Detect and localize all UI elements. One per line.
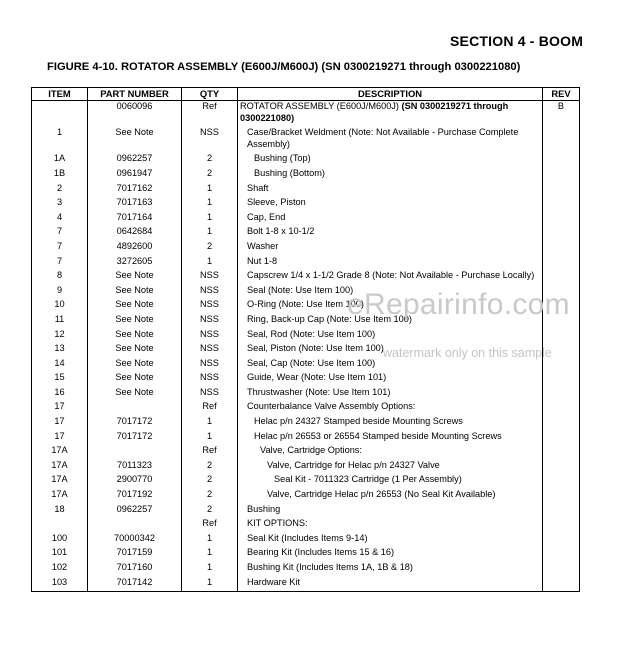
cell-rev bbox=[543, 168, 580, 183]
cell-item: 102 bbox=[32, 562, 88, 577]
cell-qty: NSS bbox=[182, 314, 238, 329]
description-text: Helac p/n 26553 or 26554 Stamped beside Mounting Screws bbox=[254, 430, 502, 441]
cell-description bbox=[238, 562, 543, 577]
description-text: Washer bbox=[247, 240, 279, 251]
cell-rev bbox=[543, 489, 580, 504]
cell-rev bbox=[543, 504, 580, 519]
table-row bbox=[32, 101, 580, 128]
cell-rev bbox=[543, 387, 580, 402]
cell-item: 7 bbox=[32, 256, 88, 271]
cell-item: 103 bbox=[32, 577, 88, 592]
cell-description bbox=[238, 299, 543, 314]
cell-description bbox=[238, 547, 543, 562]
cell-rev bbox=[543, 285, 580, 300]
cell-qty: 2 bbox=[182, 474, 238, 489]
table-row bbox=[32, 489, 580, 504]
cell-rev bbox=[543, 270, 580, 285]
table-row bbox=[32, 518, 580, 533]
cell-rev bbox=[543, 241, 580, 256]
cell-description bbox=[238, 416, 543, 431]
cell-item: 16 bbox=[32, 387, 88, 402]
cell-description bbox=[238, 168, 543, 183]
cell-qty: 1 bbox=[182, 577, 238, 592]
cell-rev bbox=[543, 547, 580, 562]
cell-description bbox=[238, 241, 543, 256]
table-row bbox=[32, 562, 580, 577]
cell-part-number: See Note bbox=[88, 285, 182, 300]
cell-description bbox=[238, 460, 543, 475]
cell-part-number bbox=[88, 401, 182, 416]
cell-rev bbox=[543, 256, 580, 271]
cell-description bbox=[238, 183, 543, 198]
cell-rev bbox=[543, 226, 580, 241]
cell-item: 101 bbox=[32, 547, 88, 562]
cell-rev bbox=[543, 358, 580, 373]
cell-rev bbox=[543, 127, 580, 153]
cell-part-number: 7017192 bbox=[88, 489, 182, 504]
cell-item: 3 bbox=[32, 197, 88, 212]
cell-part-number: 0642684 bbox=[88, 226, 182, 241]
cell-part-number: 0962257 bbox=[88, 504, 182, 519]
parts-table bbox=[31, 87, 580, 592]
cell-description bbox=[238, 533, 543, 548]
table-row bbox=[32, 314, 580, 329]
cell-part-number: See Note bbox=[88, 343, 182, 358]
table-row bbox=[32, 387, 580, 402]
description-text: O-Ring (Note: Use Item 100) bbox=[247, 299, 364, 310]
description-text: Seal, Piston (Note: Use Item 100) bbox=[247, 343, 384, 354]
description-text: Bushing Kit (Includes Items 1A, 1B & 18) bbox=[247, 562, 413, 572]
cell-description bbox=[238, 358, 543, 373]
cell-part-number: 7017164 bbox=[88, 212, 182, 227]
cell-rev bbox=[543, 183, 580, 198]
cell-item: 18 bbox=[32, 504, 88, 519]
cell-qty: 2 bbox=[182, 153, 238, 168]
figure-title: FIGURE 4-10. ROTATOR ASSEMBLY (E600J/M600J) (SN 0300219271 through 0300221080) bbox=[47, 61, 521, 73]
cell-qty: 1 bbox=[182, 256, 238, 271]
cell-description bbox=[238, 101, 543, 128]
cell-part-number: 7017172 bbox=[88, 416, 182, 431]
cell-rev bbox=[543, 474, 580, 489]
description-text: Bearing Kit (Includes Items 15 & 16) bbox=[247, 547, 395, 558]
watermark-subtext: watermark only on this sample bbox=[383, 346, 552, 360]
table-row bbox=[32, 416, 580, 431]
cell-part-number: 4892600 bbox=[88, 241, 182, 256]
cell-qty: 1 bbox=[182, 212, 238, 227]
cell-rev: B bbox=[543, 101, 580, 128]
cell-rev bbox=[543, 401, 580, 416]
table-row bbox=[32, 127, 580, 153]
section-title: SECTION 4 - BOOM bbox=[450, 33, 584, 49]
cell-rev bbox=[543, 343, 580, 358]
cell-qty: 1 bbox=[182, 431, 238, 446]
table-row bbox=[32, 183, 580, 198]
cell-description bbox=[238, 226, 543, 241]
description-text: Shaft bbox=[247, 182, 269, 193]
cell-part-number: 0961947 bbox=[88, 168, 182, 183]
description-text: Seal (Note: Use Item 100) bbox=[247, 284, 354, 295]
table-row bbox=[32, 256, 580, 271]
cell-part-number: See Note bbox=[88, 299, 182, 314]
cell-item bbox=[32, 101, 88, 128]
cell-part-number: See Note bbox=[88, 358, 182, 373]
table-row bbox=[32, 445, 580, 460]
cell-item: 11 bbox=[32, 314, 88, 329]
cell-qty: 2 bbox=[182, 460, 238, 475]
cell-description bbox=[238, 518, 543, 533]
cell-rev bbox=[543, 533, 580, 548]
table-row bbox=[32, 329, 580, 344]
cell-item: 17 bbox=[32, 401, 88, 416]
table-row bbox=[32, 460, 580, 475]
cell-item: 17 bbox=[32, 431, 88, 446]
cell-qty: NSS bbox=[182, 372, 238, 387]
description-text: Bolt 1-8 x 10-1/2 bbox=[247, 226, 315, 237]
cell-qty: NSS bbox=[182, 343, 238, 358]
cell-qty: NSS bbox=[182, 127, 238, 153]
cell-item: 1 bbox=[32, 127, 88, 153]
description-text: Guide, Wear (Note: Use Item 101) bbox=[247, 372, 387, 383]
description-text: Helac p/n 24327 Stamped beside Mounting Screws bbox=[254, 416, 463, 427]
cell-rev bbox=[543, 460, 580, 475]
cell-description bbox=[238, 153, 543, 168]
cell-part-number: 2900770 bbox=[88, 474, 182, 489]
cell-part-number bbox=[88, 518, 182, 533]
cell-qty: Ref bbox=[182, 101, 238, 128]
col-header-item: ITEM bbox=[32, 88, 88, 101]
cell-qty: NSS bbox=[182, 358, 238, 373]
cell-item: 15 bbox=[32, 372, 88, 387]
cell-description bbox=[238, 504, 543, 519]
cell-description bbox=[238, 314, 543, 329]
cell-qty: Ref bbox=[182, 401, 238, 416]
table-row bbox=[32, 270, 580, 285]
cell-qty: 2 bbox=[182, 504, 238, 519]
cell-item bbox=[32, 518, 88, 533]
description-text: Bushing (Top) bbox=[254, 153, 311, 164]
col-header-description: DESCRIPTION bbox=[238, 88, 543, 101]
cell-qty: 1 bbox=[182, 197, 238, 212]
description-text: Seal Kit (Includes Items 9-14) bbox=[247, 532, 368, 543]
description-text: Capscrew 1/4 x 1-1/2 Grade 8 (Note: Not Available - Purchase Locally) bbox=[247, 270, 535, 281]
table-row bbox=[32, 241, 580, 256]
cell-description bbox=[238, 387, 543, 402]
description-text: Counterbalance Valve Assembly Options: bbox=[247, 401, 416, 412]
cell-rev bbox=[543, 197, 580, 212]
table-header-row bbox=[32, 88, 580, 101]
cell-rev bbox=[543, 299, 580, 314]
cell-description bbox=[238, 431, 543, 446]
cell-part-number: 7017172 bbox=[88, 431, 182, 446]
table-row bbox=[32, 504, 580, 519]
col-header-qty: QTY bbox=[182, 88, 238, 101]
cell-rev bbox=[543, 431, 580, 446]
cell-part-number: 7017162 bbox=[88, 183, 182, 198]
cell-item: 9 bbox=[32, 285, 88, 300]
cell-description bbox=[238, 445, 543, 460]
table-row bbox=[32, 358, 580, 373]
cell-description bbox=[238, 285, 543, 300]
cell-qty: NSS bbox=[182, 329, 238, 344]
cell-part-number: 7017163 bbox=[88, 197, 182, 212]
cell-item: 17A bbox=[32, 474, 88, 489]
col-header-part-number: PART NUMBER bbox=[88, 88, 182, 101]
table-row bbox=[32, 299, 580, 314]
serial-range-text: (SN 0300219271 through 0300221080) bbox=[240, 101, 509, 123]
table-row bbox=[32, 577, 580, 592]
cell-item: 17A bbox=[32, 460, 88, 475]
cell-qty: NSS bbox=[182, 285, 238, 300]
table-row bbox=[32, 474, 580, 489]
cell-part-number: 7017159 bbox=[88, 547, 182, 562]
cell-part-number: See Note bbox=[88, 270, 182, 285]
description-text: Hardware Kit bbox=[247, 576, 301, 587]
cell-part-number: 0962257 bbox=[88, 153, 182, 168]
cell-part-number: See Note bbox=[88, 372, 182, 387]
cell-part-number: See Note bbox=[88, 329, 182, 344]
description-text: Sleeve, Piston bbox=[247, 197, 306, 208]
cell-item: 4 bbox=[32, 212, 88, 227]
description-text: ROTATOR ASSEMBLY (E600J/M600J) bbox=[240, 101, 402, 111]
cell-qty: 1 bbox=[182, 533, 238, 548]
cell-item: 12 bbox=[32, 329, 88, 344]
cell-item: 1B bbox=[32, 168, 88, 183]
col-header-rev: REV bbox=[543, 88, 580, 101]
cell-item: 17A bbox=[32, 445, 88, 460]
cell-description bbox=[238, 197, 543, 212]
cell-part-number: 0060096 bbox=[88, 101, 182, 128]
cell-rev bbox=[543, 518, 580, 533]
cell-item: 10 bbox=[32, 299, 88, 314]
description-text: Seal Kit - 7011323 Cartridge (1 Per Assembly) bbox=[274, 474, 462, 485]
description-text: Valve, Cartridge for Helac p/n 24327 Valve bbox=[267, 459, 440, 470]
cell-description bbox=[238, 212, 543, 227]
cell-item: 7 bbox=[32, 226, 88, 241]
description-text: Valve, Cartridge Helac p/n 26553 (No Seal Kit Available) bbox=[267, 489, 496, 500]
cell-part-number: 70000342 bbox=[88, 533, 182, 548]
table-row bbox=[32, 372, 580, 387]
table-row bbox=[32, 197, 580, 212]
cell-item: 1A bbox=[32, 153, 88, 168]
cell-item: 13 bbox=[32, 343, 88, 358]
description-text: Bushing bbox=[247, 503, 281, 514]
description-text: Bushing (Bottom) bbox=[254, 167, 325, 178]
table-row bbox=[32, 212, 580, 227]
cell-qty: 2 bbox=[182, 168, 238, 183]
table-row bbox=[32, 343, 580, 358]
cell-description bbox=[238, 474, 543, 489]
table-row bbox=[32, 226, 580, 241]
cell-rev bbox=[543, 562, 580, 577]
cell-part-number: 7011323 bbox=[88, 460, 182, 475]
description-text: Nut 1-8 bbox=[247, 255, 278, 266]
cell-item: 14 bbox=[32, 358, 88, 373]
cell-part-number: See Note bbox=[88, 127, 182, 153]
description-text: KIT OPTIONS: bbox=[247, 518, 308, 529]
cell-qty: NSS bbox=[182, 270, 238, 285]
table-row bbox=[32, 285, 580, 300]
cell-description bbox=[238, 372, 543, 387]
description-text: Valve, Cartridge Options: bbox=[260, 445, 362, 456]
watermark-text: eRepairinfo.com bbox=[347, 288, 570, 321]
cell-description bbox=[238, 127, 543, 153]
cell-item: 8 bbox=[32, 270, 88, 285]
table-row bbox=[32, 431, 580, 446]
description-text: Case/Bracket Weldment (Note: Not Available - Purchase Complete Assembly) bbox=[247, 127, 519, 149]
cell-description bbox=[238, 343, 543, 358]
cell-qty: 1 bbox=[182, 547, 238, 562]
cell-rev bbox=[543, 153, 580, 168]
description-text: Ring, Back-up Cap (Note: Use Item 100) bbox=[247, 313, 412, 324]
cell-part-number: See Note bbox=[88, 387, 182, 402]
table-row bbox=[32, 168, 580, 183]
cell-description bbox=[238, 577, 543, 592]
cell-item: 17A bbox=[32, 489, 88, 504]
description-text: Seal, Rod (Note: Use Item 100) bbox=[247, 328, 376, 339]
cell-part-number: 7017160 bbox=[88, 562, 182, 577]
cell-description bbox=[238, 329, 543, 344]
cell-qty: 1 bbox=[182, 183, 238, 198]
cell-qty: 1 bbox=[182, 416, 238, 431]
cell-part-number: See Note bbox=[88, 314, 182, 329]
cell-qty: 1 bbox=[182, 226, 238, 241]
cell-qty: NSS bbox=[182, 387, 238, 402]
cell-rev bbox=[543, 577, 580, 592]
cell-description bbox=[238, 489, 543, 504]
cell-item: 7 bbox=[32, 241, 88, 256]
table-row bbox=[32, 547, 580, 562]
table-row bbox=[32, 533, 580, 548]
cell-description bbox=[238, 270, 543, 285]
cell-part-number bbox=[88, 445, 182, 460]
description-text: Thrustwasher (Note: Use Item 101) bbox=[247, 386, 391, 397]
cell-qty: Ref bbox=[182, 518, 238, 533]
cell-rev bbox=[543, 445, 580, 460]
cell-qty: 2 bbox=[182, 489, 238, 504]
cell-description bbox=[238, 256, 543, 271]
cell-item: 100 bbox=[32, 533, 88, 548]
table-row bbox=[32, 153, 580, 168]
cell-rev bbox=[543, 416, 580, 431]
description-text: Cap, End bbox=[247, 211, 286, 222]
cell-qty: 1 bbox=[182, 562, 238, 577]
cell-description bbox=[238, 401, 543, 416]
description-text: Seal, Cap (Note: Use Item 100) bbox=[247, 357, 376, 368]
cell-item: 2 bbox=[32, 183, 88, 198]
table-row bbox=[32, 401, 580, 416]
cell-qty: Ref bbox=[182, 445, 238, 460]
cell-rev bbox=[543, 372, 580, 387]
cell-rev bbox=[543, 329, 580, 344]
cell-part-number: 3272605 bbox=[88, 256, 182, 271]
cell-qty: NSS bbox=[182, 299, 238, 314]
cell-qty: 2 bbox=[182, 241, 238, 256]
cell-rev bbox=[543, 212, 580, 227]
cell-part-number: 7017142 bbox=[88, 577, 182, 592]
cell-rev bbox=[543, 314, 580, 329]
cell-item: 17 bbox=[32, 416, 88, 431]
